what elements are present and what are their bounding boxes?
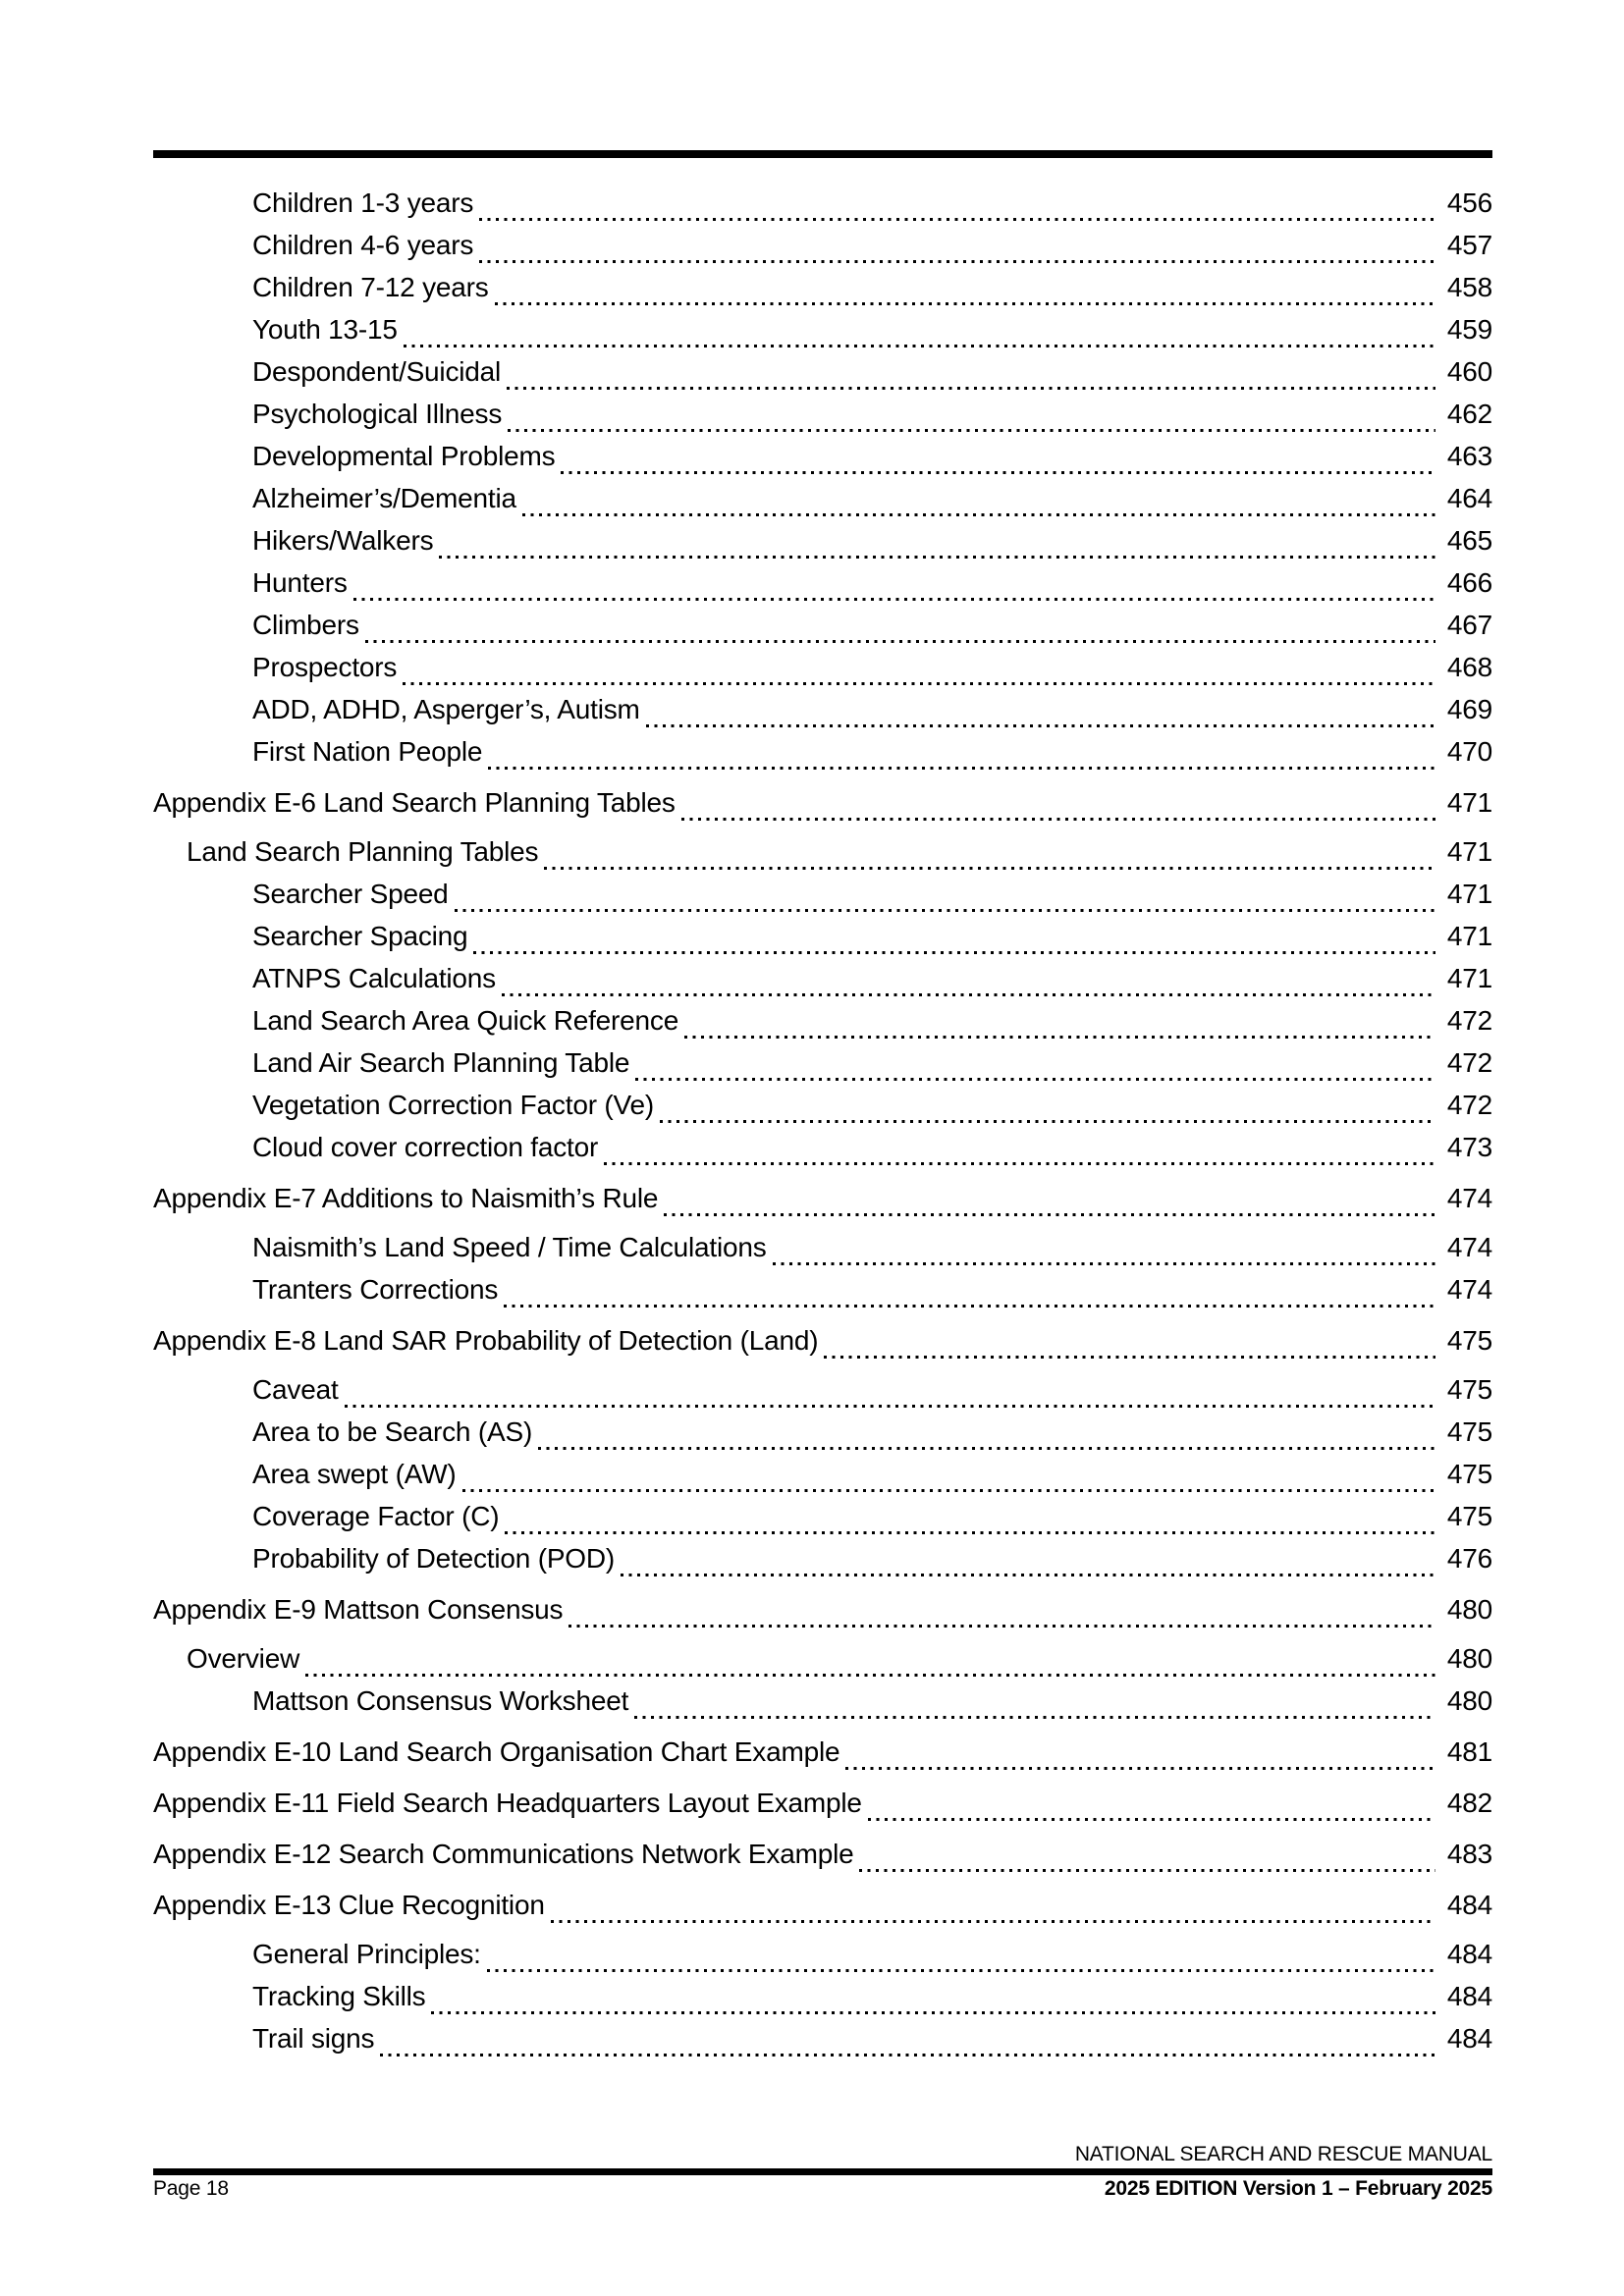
toc-entry-page: 475 bbox=[1446, 1501, 1492, 1531]
toc-leader-dots bbox=[498, 1274, 1443, 1316]
toc-leader-dots bbox=[767, 1232, 1443, 1274]
toc-entry-label: Land Search Area Quick Reference bbox=[252, 1005, 679, 1036]
toc-entry[interactable] bbox=[153, 963, 1492, 1005]
toc-entry-label: Vegetation Correction Factor (Ve) bbox=[252, 1090, 654, 1120]
toc-leader-dots bbox=[397, 652, 1443, 694]
toc-entry[interactable] bbox=[153, 1643, 1492, 1685]
toc-leader-dots bbox=[640, 694, 1443, 736]
toc-entry-label: Appendix E-9 Mattson Consensus bbox=[153, 1594, 564, 1625]
toc-entry-page: 471 bbox=[1446, 836, 1492, 867]
toc-entry[interactable] bbox=[153, 1736, 1492, 1779]
toc-entry-label: Mattson Consensus Worksheet bbox=[252, 1685, 629, 1716]
toc-entry[interactable] bbox=[153, 1459, 1492, 1501]
toc-entry-label: Appendix E-10 Land Search Organisation Chart Example bbox=[153, 1736, 840, 1767]
toc-entry[interactable] bbox=[153, 1232, 1492, 1274]
toc-entry-page: 483 bbox=[1446, 1839, 1492, 1869]
toc-leader-dots bbox=[654, 1090, 1443, 1132]
toc-entry-label: Appendix E-7 Additions to Naismith’s Rule bbox=[153, 1183, 659, 1213]
toc-leader-dots bbox=[339, 1374, 1443, 1416]
toc-entry-page: 471 bbox=[1446, 787, 1492, 818]
toc-leader-dots bbox=[502, 399, 1443, 441]
toc-entry[interactable] bbox=[153, 1325, 1492, 1367]
toc-leader-dots bbox=[628, 1685, 1443, 1728]
toc-entry[interactable] bbox=[153, 1788, 1492, 1830]
toc-entry[interactable] bbox=[153, 1543, 1492, 1585]
toc-entry[interactable] bbox=[153, 1374, 1492, 1416]
toc-leader-dots bbox=[615, 1543, 1443, 1585]
toc-entry-page: 457 bbox=[1446, 230, 1492, 260]
toc-entry-page: 468 bbox=[1446, 652, 1492, 682]
toc-entry-label: Developmental Problems bbox=[252, 441, 556, 471]
toc-entry[interactable] bbox=[153, 652, 1492, 694]
toc-entry-label: Land Air Search Planning Table bbox=[252, 1047, 630, 1078]
toc-entry-page: 475 bbox=[1446, 1325, 1492, 1356]
toc-entry-page: 484 bbox=[1446, 2023, 1492, 2054]
toc-leader-dots bbox=[489, 272, 1443, 314]
toc-entry-label: Probability of Detection (POD) bbox=[252, 1543, 616, 1574]
toc-entry-label: General Principles: bbox=[252, 1939, 481, 1969]
toc-entry-page: 481 bbox=[1446, 1736, 1492, 1767]
toc-entry-label: ATNPS Calculations bbox=[252, 963, 496, 993]
toc-entry-label: Prospectors bbox=[252, 652, 398, 682]
toc-entry[interactable] bbox=[153, 736, 1492, 778]
toc-entry-label: Hikers/Walkers bbox=[252, 525, 434, 556]
toc-entry-page: 484 bbox=[1446, 1890, 1492, 1920]
toc-leader-dots bbox=[359, 610, 1443, 652]
toc-leader-dots bbox=[555, 441, 1443, 483]
toc-entry-label: Coverage Factor (C) bbox=[252, 1501, 500, 1531]
toc-entry-page: 480 bbox=[1446, 1643, 1492, 1674]
toc-entry-page: 456 bbox=[1446, 187, 1492, 218]
toc-leader-dots bbox=[538, 836, 1443, 879]
toc-entry-label: Cloud cover correction factor bbox=[252, 1132, 599, 1162]
toc-entry[interactable] bbox=[153, 1416, 1492, 1459]
toc-entry-page: 476 bbox=[1446, 1543, 1492, 1574]
toc-entry[interactable] bbox=[153, 187, 1492, 230]
toc-entry[interactable] bbox=[153, 1939, 1492, 1981]
toc-entry[interactable] bbox=[153, 567, 1492, 610]
toc-leader-dots bbox=[398, 314, 1443, 356]
toc-entry-label: Land Search Planning Tables bbox=[187, 836, 539, 867]
toc-leader-dots bbox=[598, 1132, 1443, 1174]
toc-entry[interactable] bbox=[153, 1501, 1492, 1543]
toc-entry[interactable] bbox=[153, 272, 1492, 314]
toc-leader-dots bbox=[563, 1594, 1443, 1636]
toc-entry-label: Area to be Search (AS) bbox=[252, 1416, 533, 1447]
toc-entry-page: 480 bbox=[1446, 1685, 1492, 1716]
toc-entry-label: Naismith’s Land Speed / Time Calculations bbox=[252, 1232, 767, 1262]
toc-entry[interactable] bbox=[153, 879, 1492, 921]
toc-leader-dots bbox=[839, 1736, 1443, 1779]
toc-entry[interactable] bbox=[153, 1274, 1492, 1316]
toc-entry-label: Tracking Skills bbox=[252, 1981, 426, 2011]
toc-entry-page: 482 bbox=[1446, 1788, 1492, 1818]
toc-entry[interactable] bbox=[153, 1183, 1492, 1225]
toc-leader-dots bbox=[516, 483, 1443, 525]
toc-leader-dots bbox=[374, 2023, 1443, 2065]
footer-rule bbox=[153, 2168, 1492, 2175]
toc-entry-label: Overview bbox=[187, 1643, 300, 1674]
toc-entry-page: 466 bbox=[1446, 567, 1492, 598]
toc-entry[interactable] bbox=[153, 836, 1492, 879]
toc-leader-dots bbox=[473, 187, 1443, 230]
toc-entry-label: First Nation People bbox=[252, 736, 483, 767]
toc-entry[interactable] bbox=[153, 1047, 1492, 1090]
toc-entry[interactable] bbox=[153, 1685, 1492, 1728]
toc-entry-page: 472 bbox=[1446, 1047, 1492, 1078]
toc-entry-label: Caveat bbox=[252, 1374, 339, 1405]
toc-entry-page: 460 bbox=[1446, 356, 1492, 387]
toc-leader-dots bbox=[425, 1981, 1443, 2023]
toc-entry[interactable] bbox=[153, 399, 1492, 441]
toc-entry-page: 463 bbox=[1446, 441, 1492, 471]
toc-list bbox=[153, 187, 1492, 2065]
toc-entry-label: Searcher Speed bbox=[252, 879, 449, 909]
toc-entry-label: Trail signs bbox=[252, 2023, 375, 2054]
toc-entry[interactable] bbox=[153, 356, 1492, 399]
toc-leader-dots bbox=[457, 1459, 1443, 1501]
toc-entry[interactable] bbox=[153, 230, 1492, 272]
toc-leader-dots bbox=[467, 921, 1443, 963]
toc-entry-page: 474 bbox=[1446, 1232, 1492, 1262]
toc-entry[interactable] bbox=[153, 441, 1492, 483]
toc-leader-dots bbox=[501, 356, 1443, 399]
toc-entry-page: 484 bbox=[1446, 1939, 1492, 1969]
footer-page-label: Page 18 bbox=[153, 2177, 229, 2200]
toc-entry-page: 484 bbox=[1446, 1981, 1492, 2011]
toc-leader-dots bbox=[658, 1183, 1443, 1225]
toc-entry-label: Children 1-3 years bbox=[252, 187, 474, 218]
toc-entry-page: 480 bbox=[1446, 1594, 1492, 1625]
toc-entry-label: Appendix E-8 Land SAR Probability of Detection (Land) bbox=[153, 1325, 819, 1356]
toc-leader-dots bbox=[532, 1416, 1443, 1459]
toc-entry[interactable] bbox=[153, 694, 1492, 736]
toc-leader-dots bbox=[299, 1643, 1443, 1685]
toc-leader-dots bbox=[676, 787, 1443, 829]
toc-leader-dots bbox=[545, 1890, 1443, 1932]
toc-entry-label: Area swept (AW) bbox=[252, 1459, 457, 1489]
toc-entry-label: Tranters Corrections bbox=[252, 1274, 499, 1305]
footer-edition-label: 2025 EDITION Version 1 – February 2025 bbox=[1104, 2177, 1492, 2200]
toc-leader-dots bbox=[348, 567, 1443, 610]
toc-leader-dots bbox=[473, 230, 1443, 272]
toc-entry-label: Appendix E-6 Land Search Planning Tables bbox=[153, 787, 676, 818]
toc-entry-label: ADD, ADHD, Asperger’s, Autism bbox=[252, 694, 640, 724]
toc-entry[interactable] bbox=[153, 314, 1492, 356]
toc-entry-page: 467 bbox=[1446, 610, 1492, 640]
toc-entry-page: 469 bbox=[1446, 694, 1492, 724]
toc-entry[interactable] bbox=[153, 2023, 1492, 2065]
toc-entry-page: 458 bbox=[1446, 272, 1492, 302]
toc-entry-label: Appendix E-11 Field Search Headquarters Layout Example bbox=[153, 1788, 862, 1818]
toc-leader-dots bbox=[678, 1005, 1443, 1047]
footer-bottom-row bbox=[153, 2177, 1492, 2201]
toc-entry-label: Alzheimer’s/Dementia bbox=[252, 483, 516, 513]
toc-entry-label: Children 7-12 years bbox=[252, 272, 489, 302]
toc-entry-page: 470 bbox=[1446, 736, 1492, 767]
toc-entry-label: Appendix E-12 Search Communications Network Example bbox=[153, 1839, 854, 1869]
toc-entry-page: 475 bbox=[1446, 1374, 1492, 1405]
toc-entry[interactable] bbox=[153, 483, 1492, 525]
toc-entry-page: 475 bbox=[1446, 1416, 1492, 1447]
toc-entry-label: Searcher Spacing bbox=[252, 921, 468, 951]
toc-entry[interactable] bbox=[153, 610, 1492, 652]
toc-entry-label: Despondent/Suicidal bbox=[252, 356, 502, 387]
toc-entry-page: 475 bbox=[1446, 1459, 1492, 1489]
toc-entry[interactable] bbox=[153, 1090, 1492, 1132]
toc-leader-dots bbox=[496, 963, 1443, 1005]
toc-entry-label: Children 4-6 years bbox=[252, 230, 474, 260]
toc-leader-dots bbox=[818, 1325, 1443, 1367]
toc-entry[interactable] bbox=[153, 1839, 1492, 1881]
toc-leader-dots bbox=[481, 1939, 1443, 1981]
toc-entry-label: Climbers bbox=[252, 610, 359, 640]
toc-entry-page: 471 bbox=[1446, 879, 1492, 909]
toc-entry-label: Appendix E-13 Clue Recognition bbox=[153, 1890, 545, 1920]
toc-entry-page: 459 bbox=[1446, 314, 1492, 345]
toc-entry[interactable] bbox=[153, 525, 1492, 567]
toc-entry-page: 464 bbox=[1446, 483, 1492, 513]
toc-entry[interactable] bbox=[153, 1981, 1492, 2023]
toc-entry[interactable] bbox=[153, 1890, 1492, 1932]
toc-leader-dots bbox=[862, 1788, 1443, 1830]
toc-entry[interactable] bbox=[153, 1594, 1492, 1636]
toc-entry[interactable] bbox=[153, 921, 1492, 963]
toc-entry-page: 472 bbox=[1446, 1090, 1492, 1120]
footer-manual-title: NATIONAL SEARCH AND RESCUE MANUAL bbox=[1074, 2143, 1492, 2165]
toc-entry-page: 474 bbox=[1446, 1183, 1492, 1213]
top-rule bbox=[153, 150, 1492, 158]
toc-leader-dots bbox=[449, 879, 1443, 921]
toc-entry[interactable] bbox=[153, 1005, 1492, 1047]
toc-entry-page: 465 bbox=[1446, 525, 1492, 556]
toc-entry-page: 474 bbox=[1446, 1274, 1492, 1305]
toc-entry-label: Psychological Illness bbox=[252, 399, 503, 429]
toc-entry-page: 472 bbox=[1446, 1005, 1492, 1036]
toc-entry-label: Hunters bbox=[252, 567, 348, 598]
toc-leader-dots bbox=[853, 1839, 1443, 1881]
toc-entry-page: 462 bbox=[1446, 399, 1492, 429]
toc-leader-dots bbox=[482, 736, 1443, 778]
toc-leader-dots bbox=[433, 525, 1443, 567]
toc-leader-dots bbox=[629, 1047, 1443, 1090]
toc-entry-page: 471 bbox=[1446, 963, 1492, 993]
toc-entry[interactable] bbox=[153, 1132, 1492, 1174]
toc-entry-page: 471 bbox=[1446, 921, 1492, 951]
toc-entry[interactable] bbox=[153, 787, 1492, 829]
toc-leader-dots bbox=[499, 1501, 1443, 1543]
toc-entry-page: 473 bbox=[1446, 1132, 1492, 1162]
toc-entry-label: Youth 13-15 bbox=[252, 314, 398, 345]
